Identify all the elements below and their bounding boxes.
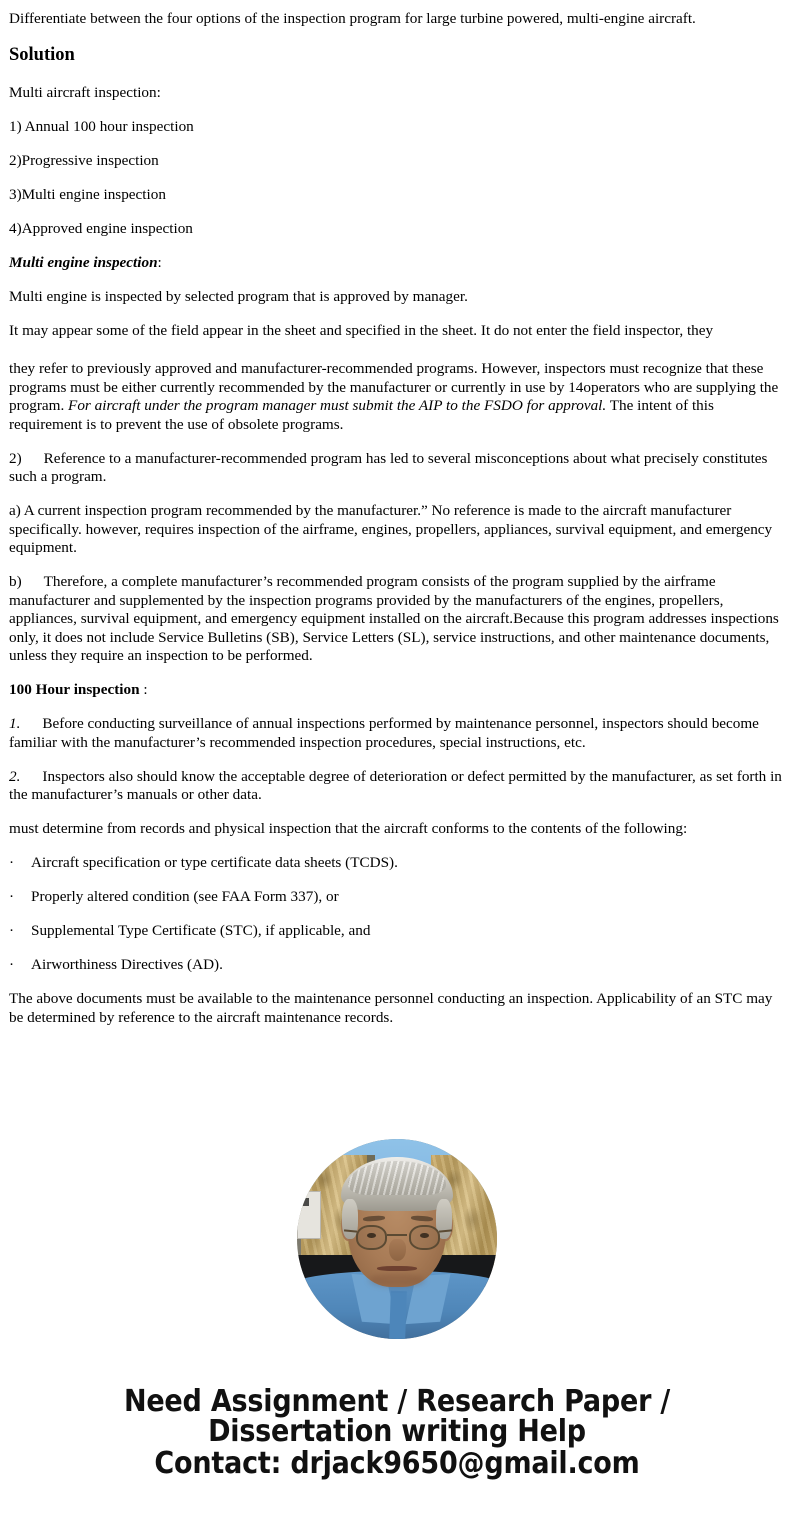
avatar-glasses-bridge [387, 1234, 407, 1236]
multi-engine-item-2 [9, 450, 785, 487]
list-item-label: Properly altered condition (see FAA Form 337), or [31, 888, 339, 905]
closing-paragraph: The above documents must be available to the maintenance personnel conducting an inspection. Applicability of an STC may be determined by reference to the aircraft maintenance records. [9, 990, 773, 1026]
list-item [9, 888, 785, 907]
multi-engine-item-2-text: Reference to a manufacturer-recommended program has led to several misconceptions about what precisely constitutes such a program. [9, 449, 768, 485]
hundred-hour-item-1-text: Before conducting surveillance of annual inspections performed by maintenance personnel, inspectors should become familiar with the manufacturer’s recommended inspection procedures, special instructions, etc. [9, 715, 759, 751]
multi-engine-paragraph-3 [9, 360, 785, 434]
photo-background-switchplate [297, 1191, 321, 1239]
footer-headline: Need Assignment / Research Paper / Dissertation writing Help [123, 1384, 671, 1449]
avatar-shirt-placket [389, 1291, 407, 1339]
hundred-hour-item-2 [9, 768, 785, 805]
footer-contact: Contact: drjack9650@gmail.com [154, 1446, 640, 1481]
multi-engine-inspection-heading [9, 254, 785, 273]
multi-engine-paragraph-1: Multi engine is inspected by selected program that is approved by manager. [9, 288, 468, 305]
list-item [9, 922, 785, 941]
hundred-hour-item-1 [9, 715, 785, 752]
avatar-nose [389, 1239, 406, 1261]
multi-engine-item-2-marker: 2) [9, 449, 22, 467]
bullet-marker-icon: · [9, 922, 15, 939]
bullet-marker-icon: · [9, 854, 15, 871]
hundred-hour-inspection-heading-text: 100 Hour inspection [9, 681, 140, 698]
multi-engine-paragraph-3-part1: they refer to previously approved and manufacturer-recommended programs. However, inspectors must recognize that these programs must be either currently recommended by the manufacturer or currently in use by 14operators who are supplying the program. [9, 360, 779, 414]
document-page [0, 10, 794, 1481]
list-item-label: Supplemental Type Certificate (STC), if applicable, and [31, 922, 371, 939]
question-prompt: Differentiate between the four options of the inspection program for large turbine powered, multi-engine aircraft. [9, 10, 696, 27]
hundred-hour-inspection-heading-colon: : [139, 681, 148, 698]
avatar-mouth [377, 1266, 417, 1271]
hundred-hour-item-1-marker: 1. [9, 715, 21, 732]
bullet-marker-icon: · [9, 888, 15, 905]
option-item-3: 3)Multi engine inspection [9, 186, 166, 203]
multi-engine-item-b-text: Therefore, a complete manufacturer’s recommended program consists of the program supplied by the airframe manufacturer and supplemented by the inspection programs provided by the manufacturers of the engines, propellers, appliances, survival equipment, and emergency equipment installed on the aircraft.Because this program addresses inspections only, it does not include Service Bulletins (SB), Service Letters (SL), service instructions, and other maintenance documents, unless they require an inspection to be performed. [9, 573, 779, 664]
list-item [9, 956, 785, 975]
option-item-1: 1) Annual 100 hour inspection [9, 118, 194, 135]
multi-engine-paragraph-3-part2: The intent of this requirement is to prevent the use of obsolete programs. [9, 397, 714, 433]
avatar-chin-shadow [369, 1273, 425, 1287]
hundred-hour-inspection-heading [9, 681, 785, 700]
bullet-marker-icon: · [9, 956, 15, 973]
solution-heading: Solution [9, 45, 75, 65]
footer [9, 1384, 785, 1481]
multi-engine-item-b [9, 573, 785, 666]
list-item-label: Airworthiness Directives (AD). [31, 956, 223, 973]
avatar [297, 1139, 497, 1339]
hundred-hour-item-2-text: Inspectors also should know the acceptable degree of deterioration or defect permitted by the manufacturer, as set forth in the manufacturer’s manuals or other data. [9, 767, 782, 803]
option-item-4: 4)Approved engine inspection [9, 220, 193, 237]
hundred-hour-lead-in: must determine from records and physical inspection that the aircraft conforms to the contents of the following: [9, 820, 688, 837]
multi-engine-item-b-marker: b) [9, 573, 22, 590]
list-item [9, 854, 785, 873]
avatar-glasses-lens-right [409, 1225, 440, 1250]
avatar-glasses-lens-left [356, 1225, 387, 1250]
multi-engine-inspection-heading-text: Multi engine inspection [9, 254, 158, 271]
multi-engine-item-a: a) A current inspection program recommended by the manufacturer.” No reference is made to the aircraft manufacturer specifically. however, requires inspection of the airframe, engines, propellers, appliances, survival equipment, and emergency equipment. [9, 502, 773, 556]
list-item-label: Aircraft specification or type certificate data sheets (TCDS). [31, 854, 398, 871]
hundred-hour-item-2-marker: 2. [9, 767, 21, 785]
avatar-container [9, 1139, 785, 1339]
option-item-2: 2)Progressive inspection [9, 152, 159, 169]
multi-aircraft-inspection-label: Multi aircraft inspection: [9, 84, 161, 101]
avatar-photo-illustration [297, 1139, 497, 1339]
multi-engine-inspection-heading-colon: : [157, 254, 162, 271]
multi-engine-paragraph-3-italic: For aircraft under the program manager must submit the AIP to the FSDO for approval. [68, 397, 607, 414]
multi-engine-paragraph-2: It may appear some of the field appear in the sheet and specified in the sheet. It do not enter the field inspector, they [9, 322, 714, 339]
